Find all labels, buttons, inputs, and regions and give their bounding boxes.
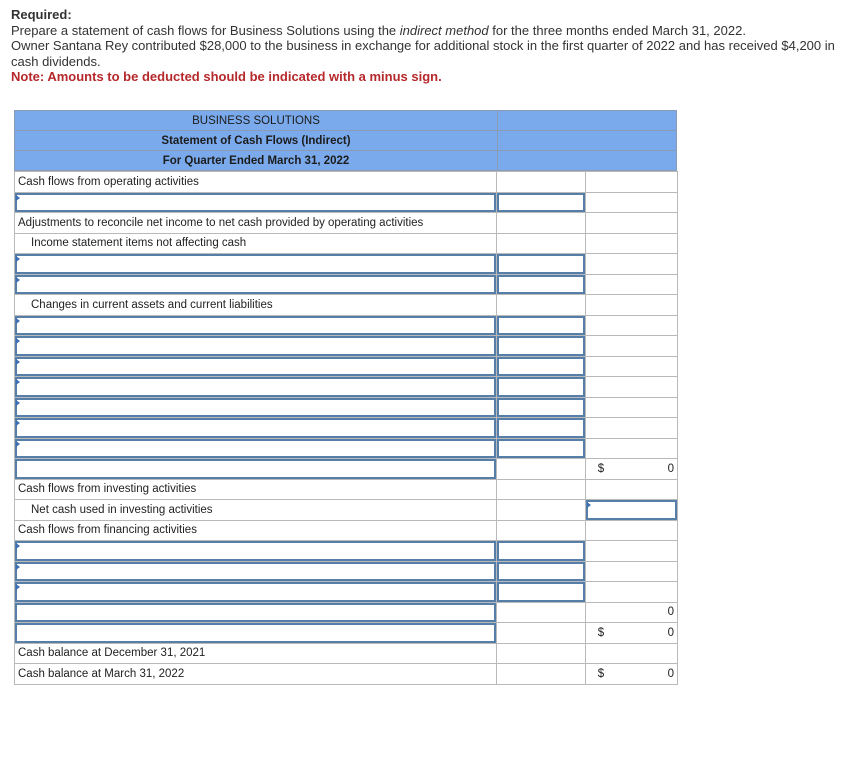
header-period <box>14 150 677 171</box>
change-label-input[interactable] <box>15 356 497 377</box>
header-title <box>14 130 677 151</box>
table-row <box>15 377 678 398</box>
table-row <box>15 397 678 418</box>
table-row <box>15 500 678 521</box>
table-row <box>15 418 678 439</box>
change-amount-input[interactable] <box>497 377 586 398</box>
income-item-amount-input[interactable] <box>497 274 586 295</box>
income-item-amount-input[interactable] <box>497 254 586 275</box>
table-row <box>15 213 678 234</box>
currency-symbol: $ <box>597 667 605 680</box>
change-label-input[interactable] <box>15 397 497 418</box>
table-row <box>15 356 678 377</box>
company-name: BUSINESS SOLUTIONS <box>192 114 320 127</box>
instruction-text: Prepare a statement of cash flows for Business Solutions using the <box>11 22 400 38</box>
currency-symbol: $ <box>597 626 605 639</box>
cash-march-value: 0 <box>667 667 674 680</box>
note: Note: Amounts to be deducted should be indicated with a minus sign. <box>11 69 442 85</box>
change-label-input[interactable] <box>15 377 497 398</box>
table-row <box>15 664 678 685</box>
net-investing-amount-input[interactable] <box>586 500 678 521</box>
table-row <box>15 192 678 213</box>
table-row <box>15 295 678 316</box>
instructions <box>11 7 861 85</box>
change-label-input[interactable] <box>15 418 497 439</box>
table-row <box>15 582 678 603</box>
table-row <box>15 623 678 644</box>
operating-total-cell <box>586 459 678 480</box>
change-amount-input[interactable] <box>497 336 586 357</box>
investing-heading: Cash flows from investing activities <box>15 479 497 500</box>
income-item-label-input[interactable] <box>15 254 497 275</box>
financing-label-input[interactable] <box>15 541 497 562</box>
table-row <box>15 315 678 336</box>
table-row <box>15 541 678 562</box>
table-row <box>15 459 678 480</box>
income-items-heading: Income statement items not affecting cash <box>15 233 497 254</box>
required-label: Required: <box>11 7 72 22</box>
statement-grid <box>14 171 678 685</box>
operating-total-label-input[interactable] <box>15 459 497 480</box>
changes-heading: Changes in current assets and current liabilities <box>15 295 497 316</box>
financing-total-label-input[interactable] <box>15 602 497 623</box>
statement-period: For Quarter Ended March 31, 2022 <box>162 154 350 167</box>
income-item-label-input[interactable] <box>15 274 497 295</box>
financing-amount-input[interactable] <box>497 561 586 582</box>
table-row <box>15 254 678 275</box>
change-amount-input[interactable] <box>497 418 586 439</box>
operating-total-value: 0 <box>667 462 674 475</box>
financing-total-value: 0 <box>667 606 674 619</box>
cash-flow-worksheet <box>14 110 677 685</box>
table-row <box>15 561 678 582</box>
adjustments-heading: Adjustments to reconcile net income to net cash provided by operating activities <box>15 213 497 234</box>
instruction-line-2: Owner Santana Rey contributed $28,000 to the business in exchange for additional stock in the first quarter of 2022 and has received $4,200 in cash dividends. <box>11 38 835 69</box>
table-row <box>15 172 678 193</box>
table-row <box>15 520 678 541</box>
financing-label-input[interactable] <box>15 561 497 582</box>
net-income-label-input[interactable] <box>15 192 497 213</box>
header-company <box>14 110 677 131</box>
cash-march-label: Cash balance at March 31, 2022 <box>15 664 497 685</box>
financing-amount-input[interactable] <box>497 541 586 562</box>
instruction-emphasis: indirect method <box>399 22 489 38</box>
table-row <box>15 602 678 623</box>
change-amount-input[interactable] <box>497 397 586 418</box>
change-amount-input[interactable] <box>497 356 586 377</box>
table-row <box>15 233 678 254</box>
cash-december-label: Cash balance at December 31, 2021 <box>15 643 497 664</box>
statement-title: Statement of Cash Flows (Indirect) <box>161 134 351 147</box>
table-row <box>15 336 678 357</box>
instruction-line-1 <box>11 23 861 39</box>
change-label-input[interactable] <box>15 336 497 357</box>
net-income-amount-input[interactable] <box>497 192 586 213</box>
table-row <box>15 274 678 295</box>
financing-total-cell <box>586 602 678 623</box>
net-change-label-input[interactable] <box>15 623 497 644</box>
table-row <box>15 438 678 459</box>
operating-heading: Cash flows from operating activities <box>15 172 497 193</box>
financing-label-input[interactable] <box>15 582 497 603</box>
net-investing-label: Net cash used in investing activities <box>15 500 497 521</box>
change-label-input[interactable] <box>15 315 497 336</box>
financing-amount-input[interactable] <box>497 582 586 603</box>
change-label-input[interactable] <box>15 438 497 459</box>
change-amount-input[interactable] <box>497 438 586 459</box>
table-row <box>15 479 678 500</box>
instruction-text: for the three months ended March 31, 2022. <box>488 22 746 38</box>
financing-heading: Cash flows from financing activities <box>15 520 497 541</box>
net-change-value: 0 <box>667 626 674 639</box>
table-row <box>15 643 678 664</box>
net-change-cell <box>586 623 678 644</box>
currency-symbol: $ <box>597 462 605 475</box>
cash-march-cell <box>586 664 678 685</box>
change-amount-input[interactable] <box>497 315 586 336</box>
